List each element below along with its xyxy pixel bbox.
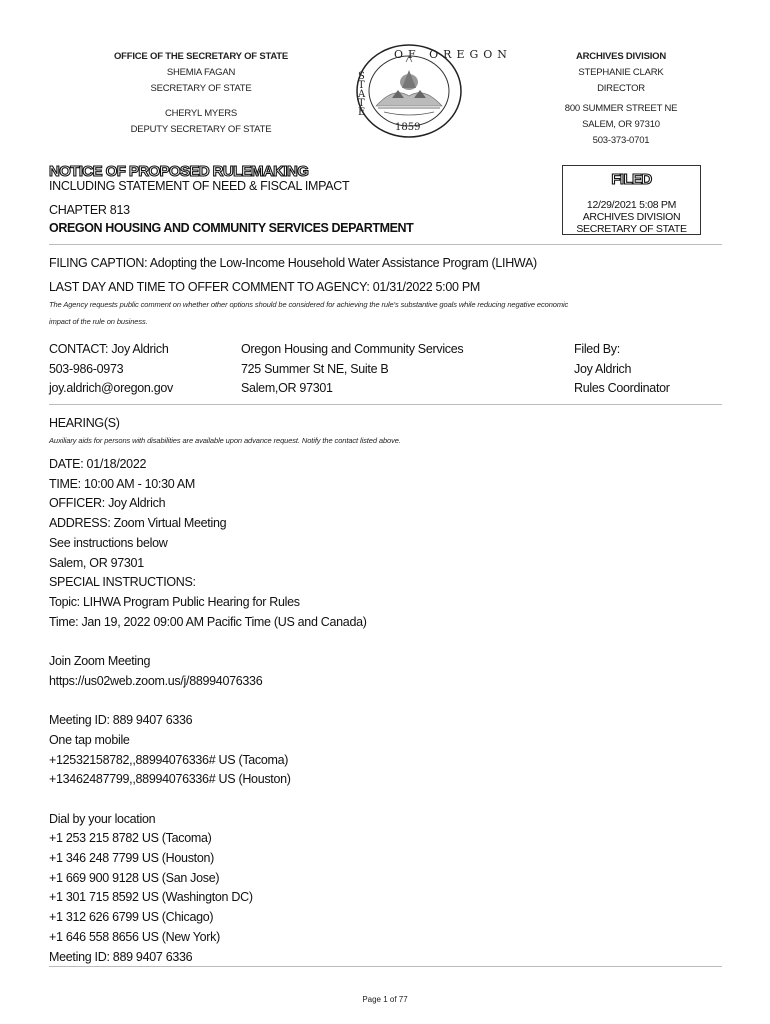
chapter-label: CHAPTER 813 — [49, 203, 130, 217]
state-seal-icon — [354, 42, 512, 140]
comment-note: The Agency requests public comment on whether other options should be considered for achieving the rule's substantive goals while reducing negative economic — [49, 300, 569, 309]
contact-phone[interactable]: 503-986-0973 — [49, 362, 124, 376]
office-heading: OFFICE OF THE SECRETARY OF STATE — [113, 51, 289, 62]
filed-stamp — [562, 165, 701, 235]
archives-heading: ARCHIVES DIVISION — [575, 51, 667, 62]
hearing-line: Salem, OR 97301 — [49, 555, 144, 570]
secretary-name: SHEMIA FAGAN — [166, 67, 236, 78]
notice-subtitle: INCLUDING STATEMENT OF NEED & FISCAL IMPACT — [49, 179, 350, 193]
comment-deadline: LAST DAY AND TIME TO OFFER COMMENT TO AGENCY: 01/31/2022 5:00 PM — [49, 280, 480, 294]
filed-by-label: Filed By: — [574, 342, 620, 356]
filed-datetime: 12/29/2021 5:08 PM — [586, 199, 677, 211]
hearings-heading: HEARING(S) — [49, 416, 120, 430]
hearing-line: +1 646 558 8656 US (New York) — [49, 929, 220, 944]
hearing-line: +13462487799,,88994076336# US (Houston) — [49, 772, 291, 787]
divider — [49, 404, 722, 405]
filed-label: FILED — [611, 171, 652, 188]
hearing-line[interactable]: https://us02web.zoom.us/j/88994076336 — [49, 673, 263, 688]
contact-city: Salem,OR 97301 — [241, 381, 333, 395]
filed-by-title: Rules Coordinator — [574, 381, 670, 395]
seal-top-text: OF OREGON — [394, 48, 512, 61]
deputy-name: CHERYL MYERS — [164, 108, 238, 119]
hearing-line: +1 346 248 7799 US (Houston) — [49, 851, 214, 865]
deputy-title: DEPUTY SECRETARY OF STATE — [130, 124, 272, 135]
hearing-line: TIME: 10:00 AM - 10:30 AM — [49, 476, 196, 491]
contact-organization: Oregon Housing and Community Services — [241, 342, 464, 356]
secretary-title: SECRETARY OF STATE — [150, 83, 252, 94]
notice-title: NOTICE OF PROPOSED RULEMAKING — [49, 163, 309, 180]
hearing-line: +1 301 715 8592 US (Washington DC) — [49, 890, 253, 905]
hearing-line: +1 669 900 9128 US (San Jose) — [49, 870, 220, 885]
filing-caption: FILING CAPTION: Adopting the Low-Income Household Water Assistance Program (LIHWA) — [49, 256, 537, 270]
director-title: DIRECTOR — [597, 83, 645, 94]
divider — [49, 244, 722, 245]
hearing-line: +12532158782,,88994076336# US (Tacoma) — [49, 752, 289, 767]
contact-email[interactable]: joy.aldrich@oregon.gov — [49, 381, 173, 395]
divider — [49, 966, 722, 967]
hearing-line: Topic: LIHWA Program Public Hearing for Rules — [49, 594, 300, 609]
seal-year: 1859 — [395, 122, 421, 133]
hearing-line: +1 253 215 8782 US (Tacoma) — [49, 831, 212, 846]
hearing-line: Meeting ID: 889 9407 6336 — [49, 713, 193, 728]
hearing-line: See instructions below — [49, 535, 168, 550]
hearing-line: Dial by your location — [49, 811, 156, 826]
contact-name: CONTACT: Joy Aldrich — [49, 342, 169, 356]
hearing-line: ADDRESS: Zoom Virtual Meeting — [49, 516, 227, 531]
director-name: STEPHANIE CLARK — [578, 67, 664, 78]
agency-name: OREGON HOUSING AND COMMUNITY SERVICES DEPARTMENT — [49, 221, 414, 235]
filed-by-name: Joy Aldrich — [574, 362, 632, 376]
hearing-line: OFFICER: Joy Aldrich — [49, 496, 166, 511]
archives-address-street: 800 SUMMER STREET NE — [564, 103, 678, 114]
hearing-line: Time: Jan 19, 2022 09:00 AM Pacific Time (US and Canada) — [49, 614, 367, 629]
archives-phone: 503-373-0701 — [592, 135, 650, 146]
hearing-line: SPECIAL INSTRUCTIONS: — [49, 575, 196, 590]
hearing-line: Join Zoom Meeting — [49, 654, 151, 668]
hearing-line: One tap mobile — [49, 732, 130, 747]
archives-address-city: SALEM, OR 97310 — [582, 119, 660, 130]
filed-secretary: SECRETARY OF STATE — [576, 223, 687, 235]
seal-left-text: STATE — [358, 71, 366, 118]
hearing-line: +1 312 626 6799 US (Chicago) — [49, 910, 214, 925]
comment-note-continued: impact of the rule on business. — [49, 317, 148, 326]
hearing-line: Meeting ID: 889 9407 6336 — [49, 949, 193, 964]
page-number: Page 1 of 77 — [362, 995, 408, 1004]
filed-division: ARCHIVES DIVISION — [582, 211, 681, 223]
contact-street: 725 Summer St NE, Suite B — [241, 362, 389, 376]
hearing-line: DATE: 01/18/2022 — [49, 457, 147, 471]
hearings-note: Auxiliary aids for persons with disabilities are available upon advance request. Notify the contact listed above. — [49, 436, 401, 445]
